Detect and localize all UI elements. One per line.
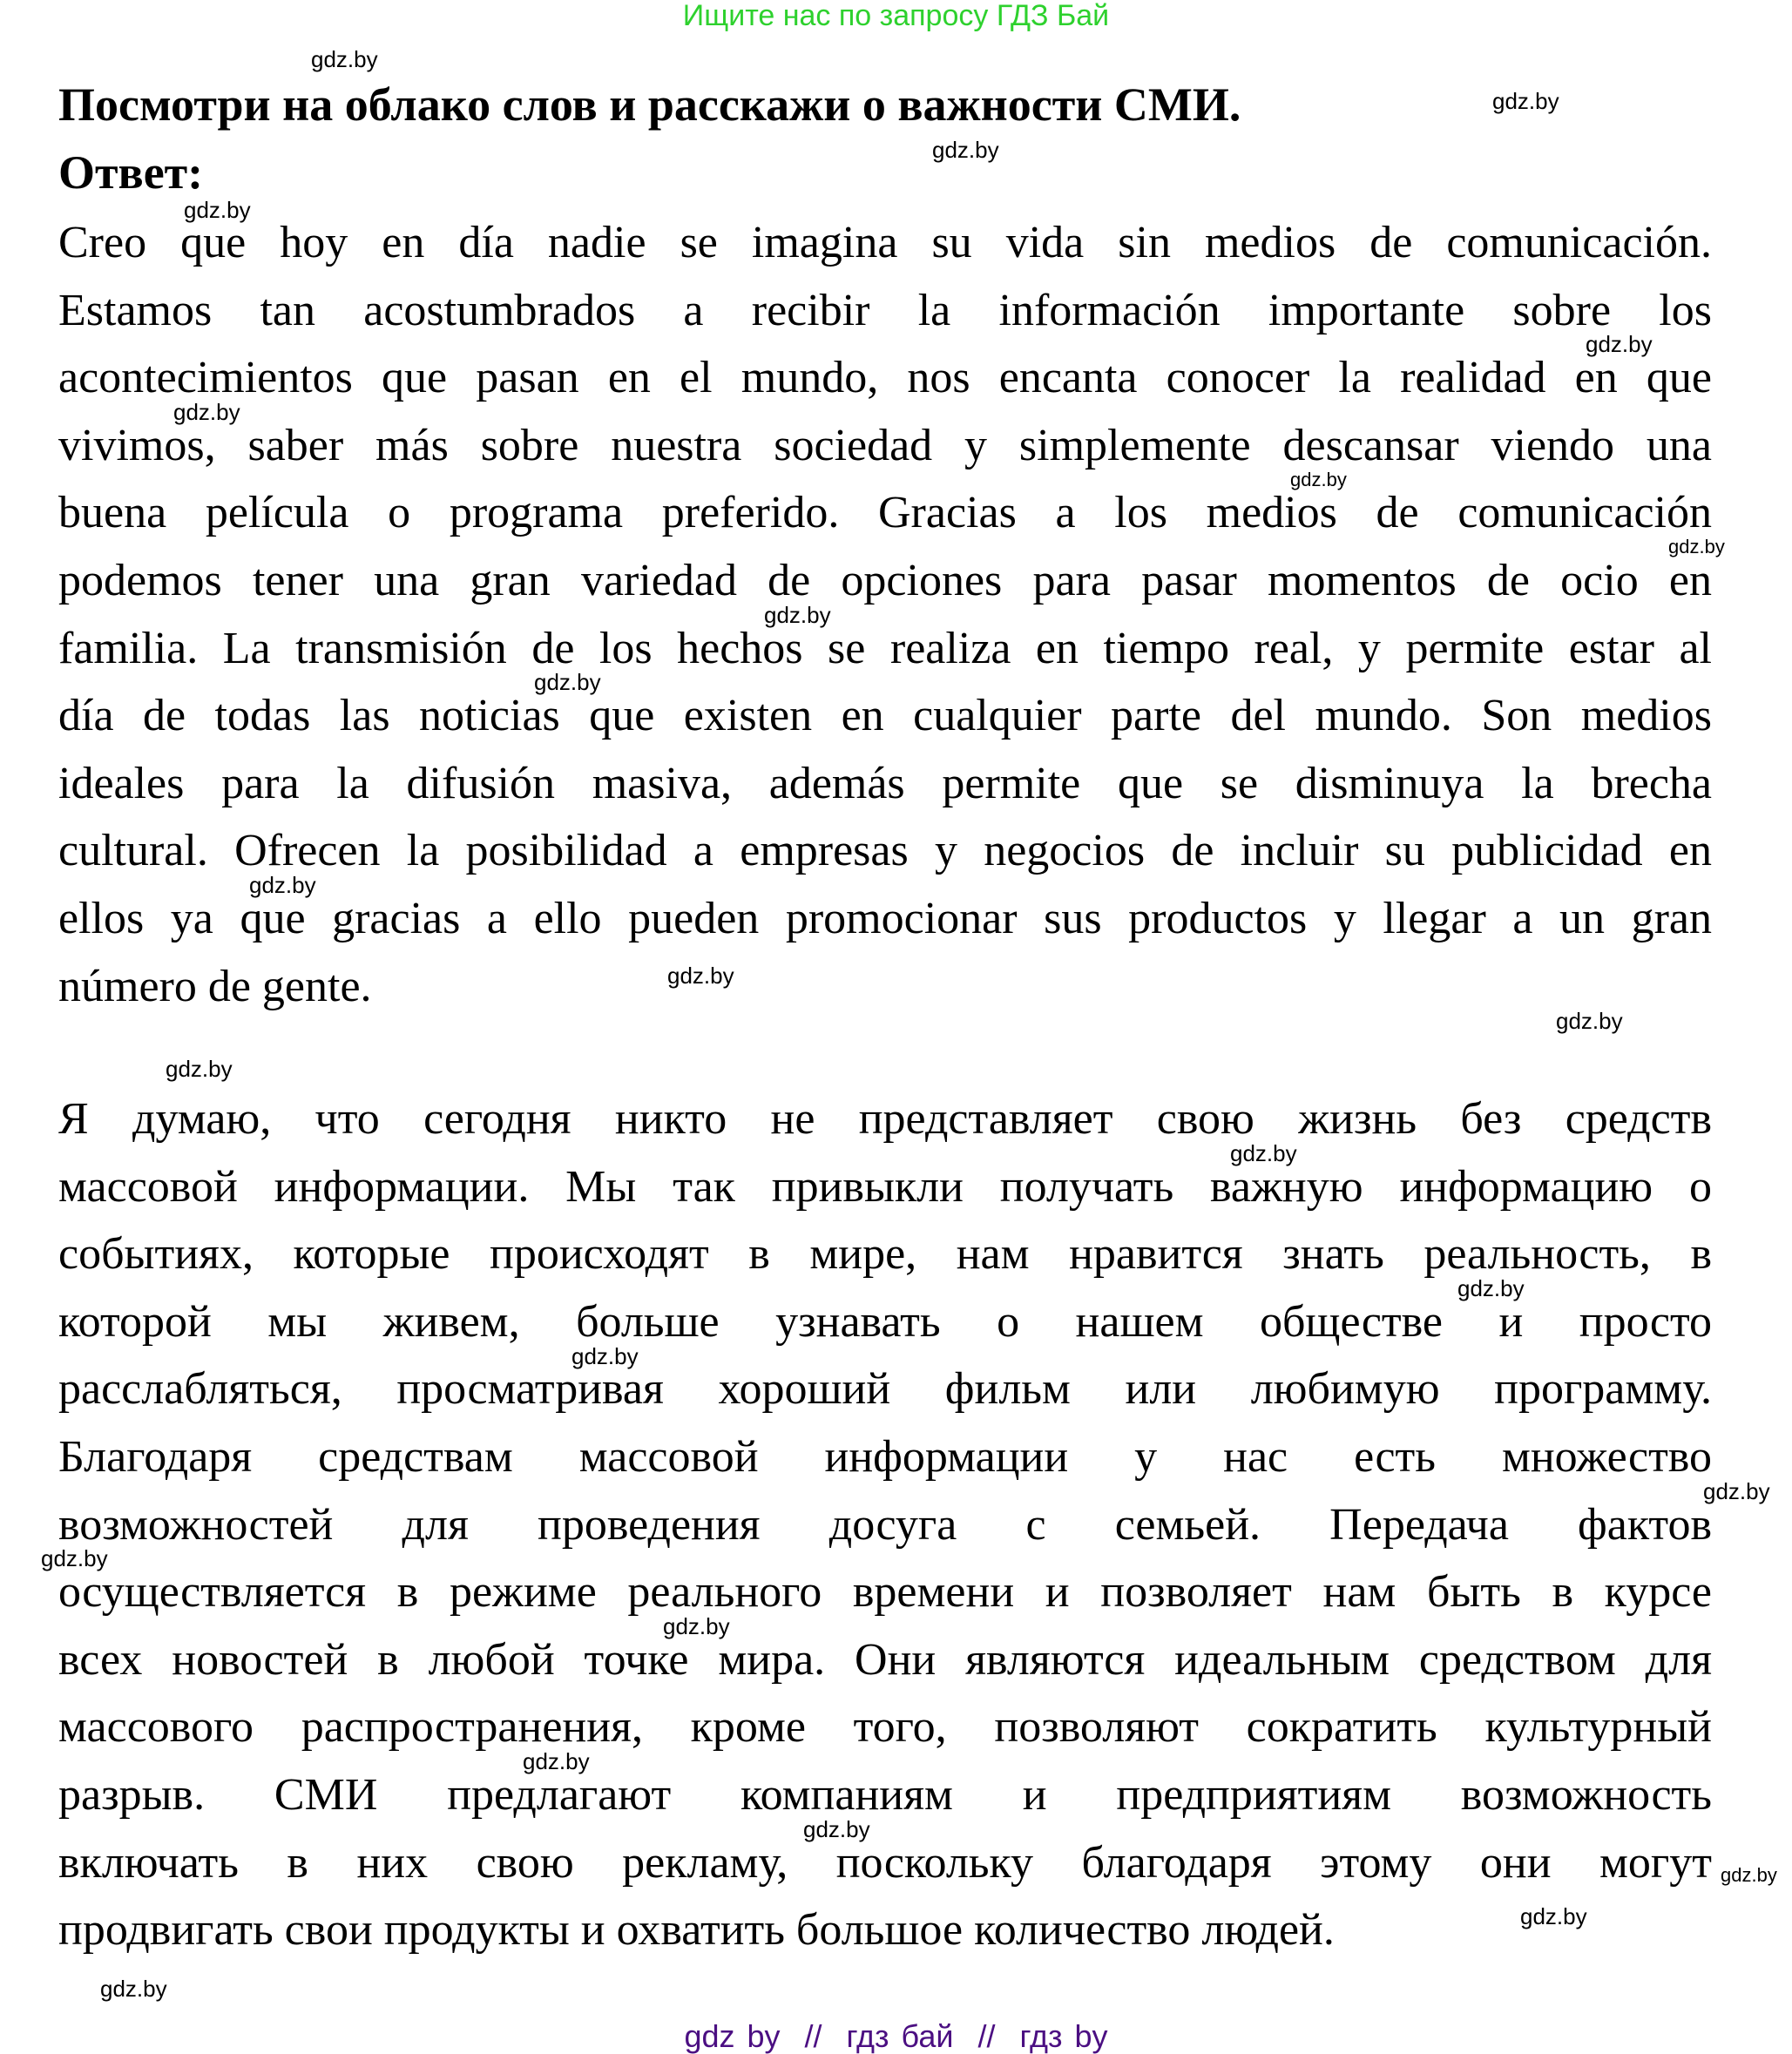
watermark: gdz.by [932,137,999,163]
watermark: gdz.by [571,1343,639,1369]
footer-links: gdz by // гдз бай // гдз by [684,2018,1108,2054]
watermark: gdz.by [523,1748,590,1774]
paragraph-line: разрыв. СМИ предлагают компаниям и предприятиям возможность [58,1770,1712,1820]
paragraph-line: acontecimientos que pasan en el mundo, nos encanta conocer la realidad en que [58,353,1712,403]
paragraph-line: массового распространения, кроме того, позволяют сократить культурный [58,1702,1712,1753]
watermark: gdz.by [1492,88,1559,114]
paragraph-line: Creo que hoy en día nadie se imagina su vida sin medios de comunicación. [58,218,1712,267]
paragraph-line: número de gente. [58,961,372,1011]
paragraph-line: продвигать свои продукты и охватить большое количество людей. [58,1905,1335,1956]
paragraph-line: ellos ya que gracias a ello pueden promocionar sus productos y llegar a un gran [58,894,1712,943]
paragraph-line: осуществляется в режиме реального времени и позволяет нам быть в курсе [58,1567,1712,1618]
paragraph-line: Estamos tan acostumbrados a recibir la información importante sobre los [58,285,1712,335]
watermark: gdz.by [249,872,316,898]
paragraph-line: включать в них свою рекламу, поскольку благодаря этому они могут [58,1837,1712,1888]
paragraph-line: Я думаю, что сегодня никто не представляет свою жизнь без средств [58,1094,1712,1144]
watermark: gdz.by [667,963,734,989]
paragraph-line: всех новостей в любой точке мира. Они являются идеальным средством для [58,1634,1712,1685]
watermark: gdz.by [184,197,251,223]
watermark: gdz.by [1586,331,1653,357]
paragraph-line: ideales para la difusión masiva, además permite que se disminuya la brecha [58,758,1712,808]
search-banner: Ищите нас по запросу ГДЗ Бай [682,0,1110,32]
watermark: gdz.by [166,1056,233,1082]
task-title: Посмотри на облако слов и расскажи о важности СМИ. [58,78,1241,131]
watermark: gdz.by [1457,1275,1525,1301]
watermark: gdz.by [663,1613,730,1639]
watermark: gdz.by [1668,536,1725,557]
watermark: gdz.by [534,669,601,695]
paragraph-line: событиях, которые происходят в мире, нам нравится знать реальность, в [58,1229,1712,1280]
watermark: gdz.by [764,602,831,628]
answer-label: Ответ: [58,146,204,199]
paragraph-line: vivimos, saber más sobre nuestra sociedad y simplemente descansar viendo una [58,420,1712,470]
watermark: gdz.by [1721,1864,1777,1886]
paragraph-line: cultural. Ofrecen la posibilidad a empresas y negocios de incluir su publicidad en [58,826,1712,876]
paragraph-line: día de todas las noticias que existen en cualquier parte del mundo. Son medios [58,691,1712,741]
watermark: gdz.by [173,399,240,425]
watermark: gdz.by [1290,469,1347,490]
watermark: gdz.by [100,1976,167,2002]
watermark: gdz.by [1703,1478,1770,1504]
paragraph-line: Благодаря средствам массовой информации у нас есть множество [58,1432,1712,1482]
watermark: gdz.by [1556,1008,1623,1034]
watermark: gdz.by [1520,1903,1587,1929]
watermark: gdz.by [1230,1140,1297,1166]
paragraph-line: возможностей для проведения досуга с семьей. Передача фактов [58,1499,1712,1550]
paragraph-line: расслабляться, просматривая хороший фильм или любимую программу. [58,1364,1712,1415]
paragraph-line: buena película o programa preferido. Gracias a los medios de comunicación [58,488,1712,538]
watermark: gdz.by [41,1545,108,1571]
paragraph-line: podemos tener una gran variedad de opciones para pasar momentos de ocio en [58,556,1712,605]
watermark: gdz.by [803,1816,870,1842]
watermark: gdz.by [311,46,378,72]
paragraph-line: массовой информации. Мы так привыкли получать важную информацию о [58,1161,1712,1212]
paragraph-line: которой мы живем, больше узнавать о нашем обществе и просто [58,1296,1712,1347]
paragraph-line: familia. La transmisión de los hechos se realiza en tiempo real, y permite estar al [58,623,1712,673]
